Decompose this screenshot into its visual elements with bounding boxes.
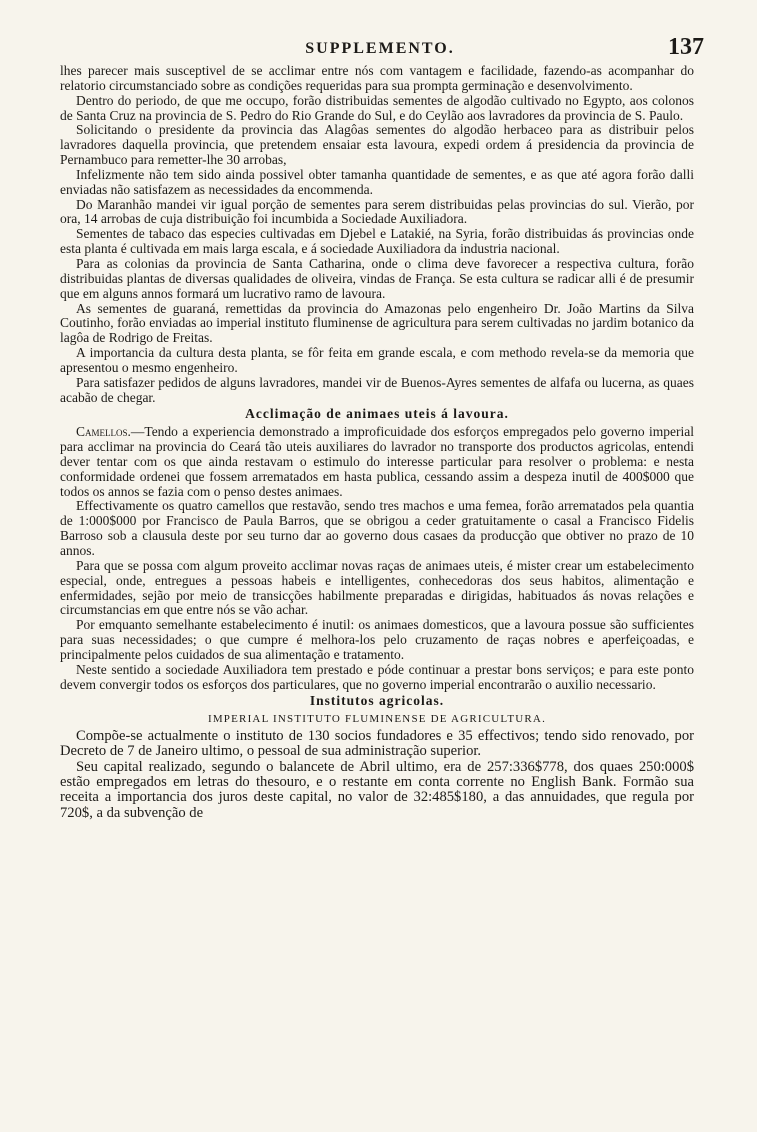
paragraph: A importancia da cultura desta planta, se fôr feita em grande escala, e com methodo revela-se da memoria que apresentou o mesmo engenheiro.: [60, 345, 694, 375]
paragraph: Neste sentido a sociedade Auxiliadora tem prestado e póde continuar a prestar bons serviços; e para este ponto devem convergir todos os esforços dos particulares, que no governo imperial encontrarão o auxilio necessario.: [60, 661, 694, 692]
paragraph: Compõe-se actualmente o instituto de 130 socios fundadores e 35 effectivos; tendo sido renovado, por Decreto de 7 de Janeiro ultimo, o pessoal de sua administração superior.: [60, 728, 694, 760]
paragraph: As sementes de guaraná, remettidas da provincia do Amazonas pelo engenheiro Dr. João Martins da Silva Coutinho, forão enviadas ao imperial instituto fluminense de agricultura para serem cultivadas no jardim botanico da lagôa de Rodrigo de Freitas.: [60, 300, 694, 346]
page-header: [60, 34, 704, 64]
subsection-title: IMPERIAL INSTITUTO FLUMINENSE DE AGRICULTURA.: [207, 713, 547, 726]
section-title-institutos: Institutos agricolas.: [309, 693, 445, 709]
paragraph: Para satisfazer pedidos de alguns lavradores, mandei vir de Buenos-Ayres sementes de alfafa ou lucerna, as quaes acabão de chegar.: [60, 374, 694, 405]
paragraph-camellos: [60, 425, 694, 499]
paragraph: Effectivamente os quatro camellos que restavão, sendo tres machos e uma femea, forão arrematados pela quantia de 1:000$000 por Francisco de Paula Barros, que se obrigou a ceder gratuitamente o casal a Francisco Fidelis Barroso sob a clausula deste por seu turno dar ao governo dous casaes da producção que obtiver no prazo de 10 annos.: [60, 498, 694, 558]
paragraph-continued: lhes parecer mais susceptivel de se acclimar entre nós com vantagem e facilidade, fazendo-as acompanhar do relatorio circumstanciado sobre as condições requeridas para sua prompta germinação e desenvolvimento.: [60, 63, 694, 93]
paragraph: Solicitando o presidente da provincia das Alagôas sementes do algodão herbaceo para as distribuir pelos lavradores daquella provincia, que pretendem ensaiar esta lavoura, expedi ordem á presidencia da provincia de Pernambuco para remetter-lhe 30 arrobas,: [60, 122, 694, 168]
section-title-acclimacao: Acclimação de animaes uteis á lavoura.: [245, 406, 509, 422]
page-body: [60, 64, 694, 821]
paragraph: Por emquanto semelhante estabelecimento é inutil: os animaes domesticos, que a lavoura possue são sufficientes para suas necessidades; o que cumpre é melhora-los pelo cruzamento de raças nobres e aperfeiçoadas, e principalmente pelos cuidados de sua alimentação e tratamento.: [60, 617, 694, 662]
paragraph: Sementes de tabaco das especies cultivadas em Djebel e Latakié, na Syria, forão distribuidas ás provincias onde esta planta é cultivada em mais larga escala, e á sociedade Auxiliadora da industria nacional.: [60, 226, 694, 257]
paragraph: Para que se possa com algum proveito acclimar novas raças de animaes uteis, é mister crear um estabelecimento especial, onde, entregues a pessoas habeis e intelligentes, conhecedoras dos seus habitos, alimentação e enfermidades, sejão por meio de transicções habilmente preparadas e dirigidas, habituados ás novas relações e circumstancias em que entre nós se vão achar.: [60, 557, 694, 618]
running-title: SUPPLEMENTO.: [305, 40, 455, 57]
lead-term: Camellos.: [76, 424, 131, 440]
paragraph: Do Maranhão mandei vir igual porção de sementes para serem distribuidas pelas provincias do sul. Vierão, por ora, 14 arrobas de cuja distribuição foi incumbida a Sociedade Auxiliadora.: [60, 196, 694, 227]
paragraph: Para as colonias da provincia de Santa Catharina, onde o clima deve favorecer a respectiva cultura, forão distribuidas plantas de diversas qualidades de oliveira, vindas de França. Se esta cultura se radicar alli é de presumir que em alguns annos formará um lucrativo ramo de lavoura.: [60, 255, 694, 301]
page-number: 137: [668, 34, 704, 60]
paragraph: Infelizmente não tem sido ainda possivel obter tamanha quantidade de sementes, e as que até agora forão dalli enviadas não satisfazem as necessidades da encommenda.: [60, 166, 694, 197]
paragraph: Seu capital realizado, segundo o balancete de Abril ultimo, era de 257:336$778, dos quaes 250:000$ estão empregados em letras do thesouro, e o restante em conta corrente no English Bank. Formão sua receita a importancia dos juros deste capital, no valor de 32:485$180, a das annuidades, que regula por 720$, a da subvenção de: [60, 758, 694, 821]
paragraph: Dentro do periodo, de que me occupo, forão distribuidas sementes de algodão cultivado no Egypto, aos colonos de Santa Cruz na provincia de S. Pedro do Rio Grande do Sul, e do Ceylão aos lavradores da provincia de S. Paulo.: [60, 92, 694, 123]
lead-text: —Tendo a experiencia demonstrado a improficuidade dos esforços empregados pelo governo imperial para acclimar na provincia do Ceará tão uteis auxiliares do lavrador no transporte dos productos agricolas, entendi dever tentar com os que ainda restavam o estimulo do interesse particular para resolver o problema: e nesta conformidade ordenei que fossem arrematados em hasta publica, cessando assim a despeza inutil de 400$000 que todos os annos se fazia com o penso destes animaes.: [60, 424, 694, 499]
